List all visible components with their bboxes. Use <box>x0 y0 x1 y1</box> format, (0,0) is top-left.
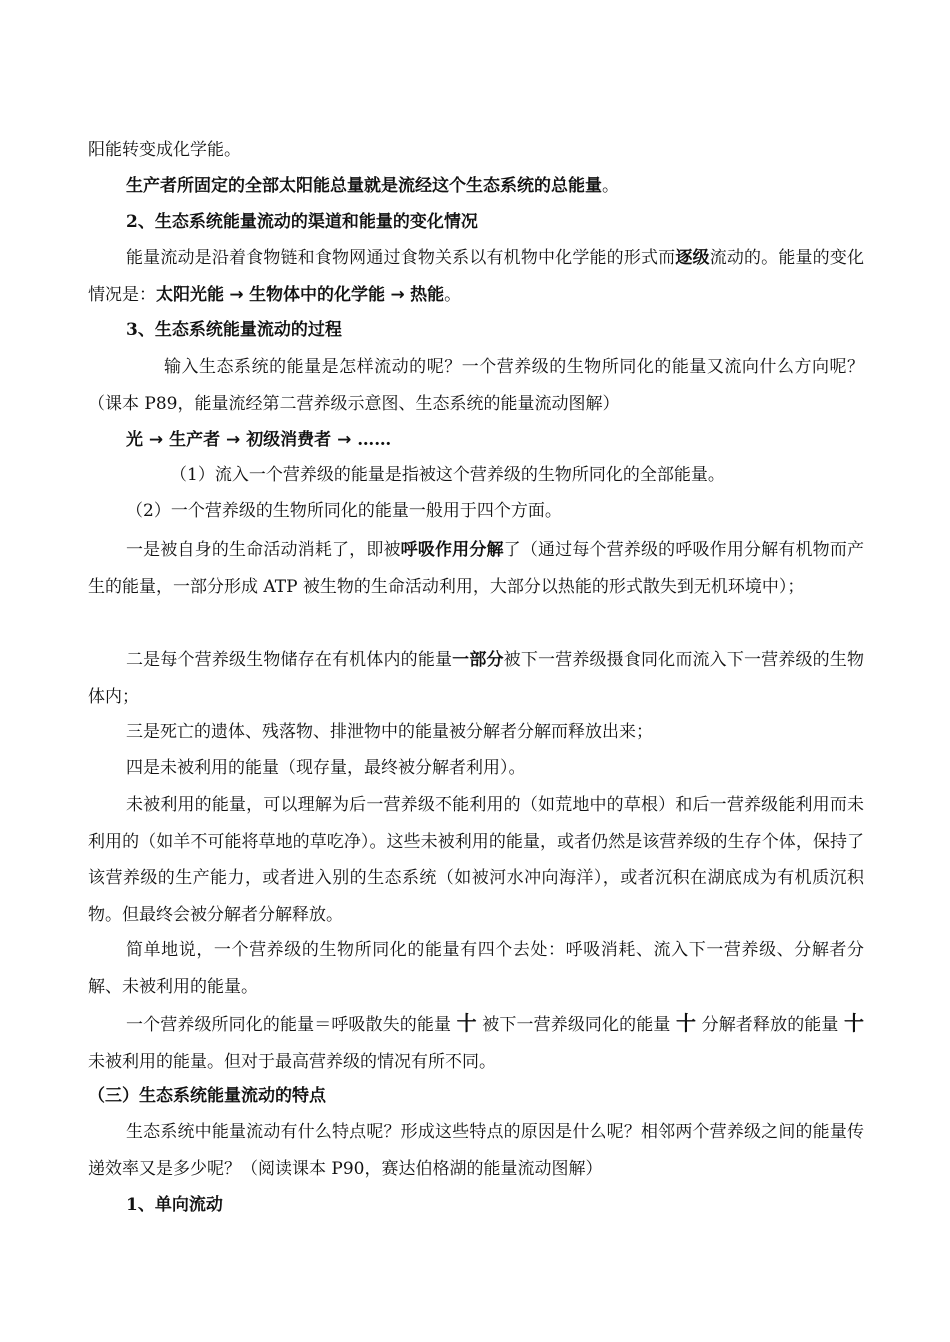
paragraph-text: 被下一营养级同化的能量 <box>482 1015 671 1035</box>
paragraph-equation <box>88 1005 864 1080</box>
paragraph-continuation <box>88 138 241 162</box>
flow-item: 生产者 <box>169 430 221 450</box>
section-heading-features <box>88 1084 326 1108</box>
heading-text: 1、单向流动 <box>126 1195 223 1215</box>
paragraph-respiration <box>88 532 864 605</box>
plus-icon: 十 <box>676 1011 697 1035</box>
paragraph-decomposers <box>126 720 653 744</box>
paragraph-summary <box>88 932 864 1005</box>
point-2 <box>126 499 562 523</box>
bold-text: 一部分 <box>452 650 504 670</box>
bold-text: 呼吸作用分解 <box>400 540 504 560</box>
paragraph-text: 一是被自身的生命活动消耗了，即被 <box>126 540 401 560</box>
paragraph-next-level <box>88 642 864 715</box>
arrow-icon: → <box>337 430 352 450</box>
heading-text: 2、生态系统能量流动的渠道和能量的变化情况 <box>126 212 478 232</box>
paragraph-text: 流动的。能量的变化情况是： <box>88 248 865 305</box>
paragraph-text: 了（通过每个营养级的呼吸作用分解有机物而产生的能量，一部分形成 ATP 被生物的生命活动利用，大部分以热能的形式散失到无机环境中）； <box>88 540 865 597</box>
paragraph-text: 一个营养级所同化的能量＝呼吸散失的能量 <box>126 1015 452 1035</box>
plus-icon: 十 <box>844 1011 865 1035</box>
section-heading-3 <box>126 318 342 342</box>
paragraph-text: 简单地说，一个营养级的生物所同化的能量有四个去处：呼吸消耗、流入下一营养级、分解者分解、未被利用的能量。 <box>88 940 864 997</box>
energy-form-2: 生物体中的化学能 <box>249 284 386 305</box>
heading-text: （三）生态系统能量流动的特点 <box>88 1086 326 1106</box>
paragraph-text: 能量流动是沿着食物链和食物网通过食物关系以有机物中化学能的形式而 <box>126 248 676 268</box>
point-1 <box>170 463 725 487</box>
paragraph-features-question <box>88 1114 864 1187</box>
energy-flow-chain <box>126 428 391 452</box>
punctuation: 。 <box>602 176 619 196</box>
heading-text: 3、生态系统能量流动的过程 <box>126 320 342 340</box>
paragraph-text: 输入生态系统的能量是怎样流动的呢？一个营养级的生物所同化的能量又流向什么方向呢？（课本 P89，能量流经第二营养级示意图、生态系统的能量流动图解） <box>88 357 864 414</box>
punctuation: 。 <box>444 284 462 305</box>
paragraph-question <box>88 349 864 422</box>
key-statement <box>126 174 619 198</box>
paragraph-text: 阳能转变成化学能。 <box>88 140 241 160</box>
paragraph-text: 分解者释放的能量 <box>701 1015 839 1035</box>
paragraph-text: 被下一营养级摄食同化而流入下一营养级的生物体内； <box>88 650 865 707</box>
bold-text: 生产者所固定的全部太阳能总量就是流经这个生态系统的总能量 <box>126 176 602 196</box>
bold-text: 逐级 <box>675 248 710 268</box>
paragraph-text: 三是死亡的遗体、残落物、排泄物中的能量被分解者分解而释放出来； <box>126 722 653 742</box>
energy-form-3: 热能 <box>410 284 445 305</box>
paragraph-flow-channel <box>88 240 864 313</box>
arrow-icon: → <box>390 284 405 305</box>
flow-item: 光 <box>126 430 143 450</box>
section-heading-one-way <box>126 1193 223 1217</box>
flow-item: …… <box>357 430 392 450</box>
paragraph-text: 未被利用的能量。但对于最高营养级的情况有所不同。 <box>88 1051 496 1072</box>
paragraph-unused-explained <box>88 787 864 933</box>
paragraph-text: 未被利用的能量，可以理解为后一营养级不能利用的（如荒地中的草根）和后一营养级能利用而未利用的（如羊不可能将草地的草吃净）。这些未被利用的能量，或者仍然是该营养级的生存个体，保持了该营养级的生产能力，或者进入别的生态系统（如被河水冲向海洋），或者沉积在湖底成为有机质沉积物。但最终会被分解者分解释放。 <box>88 795 864 925</box>
paragraph-unused <box>126 756 526 780</box>
paragraph-text: 生态系统中能量流动有什么特点呢？形成这些特点的原因是什么呢？相邻两个营养级之间的能量传递效率又是多少呢？（阅读课本 P90，赛达伯格湖的能量流动图解） <box>88 1122 864 1179</box>
arrow-icon: → <box>229 284 244 305</box>
paragraph-text: 四是未被利用的能量（现存量，最终被分解者利用）。 <box>126 758 526 778</box>
arrow-icon: → <box>148 430 164 450</box>
paragraph-text: （1）流入一个营养级的能量是指被这个营养级的生物所同化的全部能量。 <box>170 465 725 485</box>
energy-form-1: 太阳光能 <box>156 284 224 305</box>
paragraph-text: 二是每个营养级生物储存在有机体内的能量 <box>126 650 453 670</box>
plus-icon: 十 <box>456 1011 477 1035</box>
flow-item: 初级消费者 <box>246 430 332 450</box>
paragraph-text: （2）一个营养级的生物所同化的能量一般用于四个方面。 <box>126 501 562 521</box>
arrow-icon: → <box>226 430 241 450</box>
section-heading-2 <box>126 210 478 234</box>
